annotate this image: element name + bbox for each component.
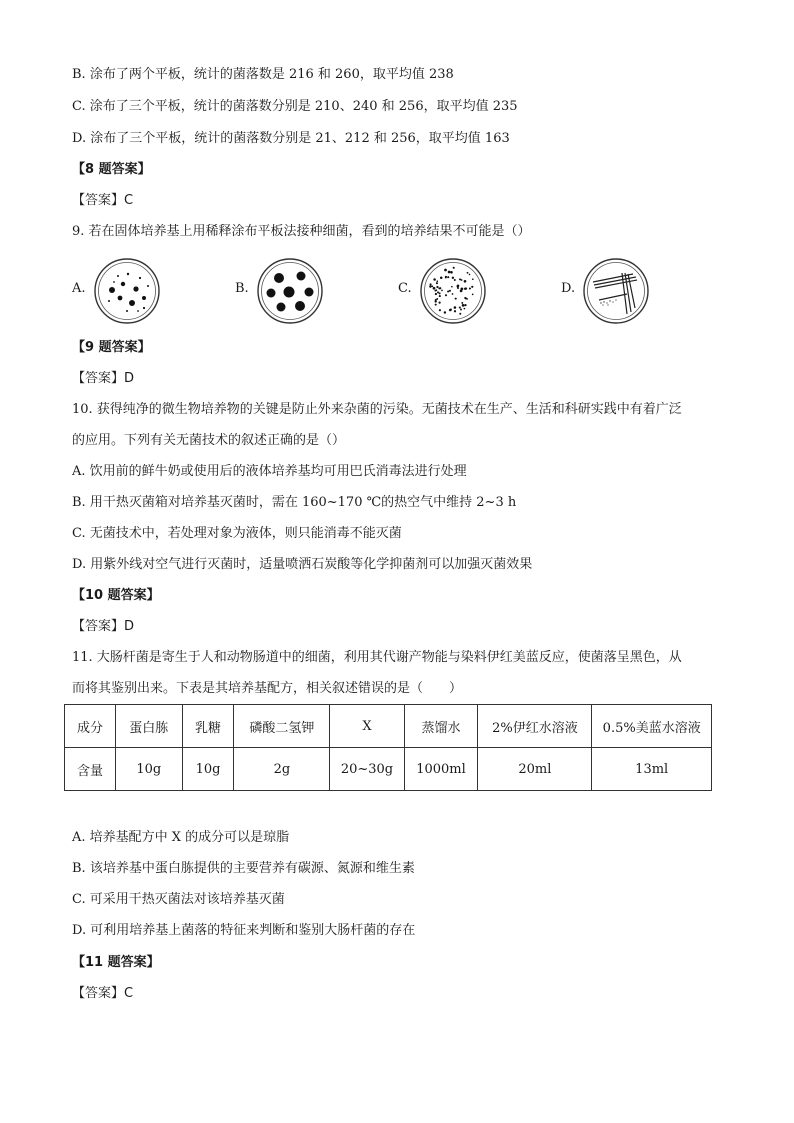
table-cell: 20~30g <box>330 748 404 791</box>
q11-answer-header: 【11 题答案】 <box>72 955 160 970</box>
table-cell: 磷酸二氢钾 <box>234 705 330 748</box>
table-cell: 2%伊红水溶液 <box>478 705 592 748</box>
q8-option-b: B. 涂布了两个平板，统计的菌落数是 216 和 260，取平均值 238 <box>72 67 454 82</box>
q10-option-c: C. 无菌技术中，若处理对象为液体，则只能消毒不能灭菌 <box>72 526 402 541</box>
q10-stem-line2: 的应用。下列有关无菌技术的叙述正确的是（） <box>72 433 346 448</box>
table-cell: 乳糖 <box>182 705 234 748</box>
table-cell: 成分 <box>65 705 116 748</box>
q9-option-c-letter: C. <box>398 281 412 296</box>
q9-answer: 【答案】D <box>72 371 135 386</box>
table-header-row <box>65 705 712 748</box>
q10-option-a: A. 饮用前的鲜牛奶或使用后的液体培养基均可用巴氏消毒法进行处理 <box>72 464 467 479</box>
table-cell: 1000ml <box>404 748 478 791</box>
q9-option-b-letter: B. <box>235 281 249 296</box>
petri-dish-streak-icon <box>581 256 651 326</box>
q9-option-d-letter: D. <box>561 281 576 296</box>
table-cell: 13ml <box>592 748 712 791</box>
q11-answer: 【答案】C <box>72 986 134 1001</box>
table-cell: 2g <box>234 748 330 791</box>
table-cell: 0.5%美蓝水溶液 <box>592 705 712 748</box>
table-cell: 20ml <box>478 748 592 791</box>
q11-stem-line2: 而将其鉴别出来。下表是其培养基配方，相关叙述错误的是（ ） <box>72 681 463 696</box>
q8-option-c: C. 涂布了三个平板，统计的菌落数分别是 210、240 和 256，取平均值 235 <box>72 99 518 114</box>
q10-stem-line1: 10. 获得纯净的微生物培养物的关键是防止外来杂菌的污染。无菌技术在生产、生活和科研实践中有着广泛 <box>72 402 682 417</box>
petri-dish-large-colonies-icon <box>255 256 325 326</box>
q10-answer: 【答案】D <box>72 619 135 634</box>
table-cell: 蛋白胨 <box>115 705 182 748</box>
q9-option-a-letter: A. <box>72 281 86 296</box>
q9-stem: 9. 若在固体培养基上用稀释涂布平板法接种细菌，看到的培养结果不可能是（） <box>72 224 531 239</box>
table-cell: X <box>330 705 404 748</box>
q10-answer-header: 【10 题答案】 <box>72 588 160 603</box>
table-cell: 含量 <box>65 748 116 791</box>
q11-option-b: B. 该培养基中蛋白胨提供的主要营养有碳源、氮源和维生素 <box>72 861 415 876</box>
q9-answer-header: 【9 题答案】 <box>72 340 151 355</box>
petri-dish-even-colonies-icon <box>418 256 488 326</box>
q10-option-d: D. 用紫外线对空气进行灭菌时，适量喷洒石炭酸等化学抑菌剂可以加强灭菌效果 <box>72 557 533 572</box>
q10-option-b: B. 用干热灭菌箱对培养基灭菌时，需在 160~170 ℃的热空气中维持 2~3 h <box>72 495 517 510</box>
q9-options <box>72 256 722 326</box>
petri-dish-sparse-colonies-icon <box>92 256 162 326</box>
q11-option-d: D. 可利用培养基上菌落的特征来判断和鉴别大肠杆菌的存在 <box>72 923 416 938</box>
q8-answer-header: 【8 题答案】 <box>72 162 151 177</box>
table-cell: 10g <box>115 748 182 791</box>
table-cell: 10g <box>182 748 234 791</box>
culture-medium-table <box>64 704 712 791</box>
q8-answer: 【答案】C <box>72 193 134 208</box>
q11-option-a: A. 培养基配方中 X 的成分可以是琼脂 <box>72 830 290 845</box>
table-row <box>65 748 712 791</box>
q8-option-d: D. 涂布了三个平板，统计的菌落数分别是 21、212 和 256，取平均值 163 <box>72 131 510 146</box>
table-cell: 蒸馏水 <box>404 705 478 748</box>
q11-stem-line1: 11. 大肠杆菌是寄生于人和动物肠道中的细菌，利用其代谢产物能与染料伊红美蓝反应，使菌落呈黑色，从 <box>72 650 682 665</box>
q11-option-c: C. 可采用干热灭菌法对该培养基灭菌 <box>72 892 285 907</box>
